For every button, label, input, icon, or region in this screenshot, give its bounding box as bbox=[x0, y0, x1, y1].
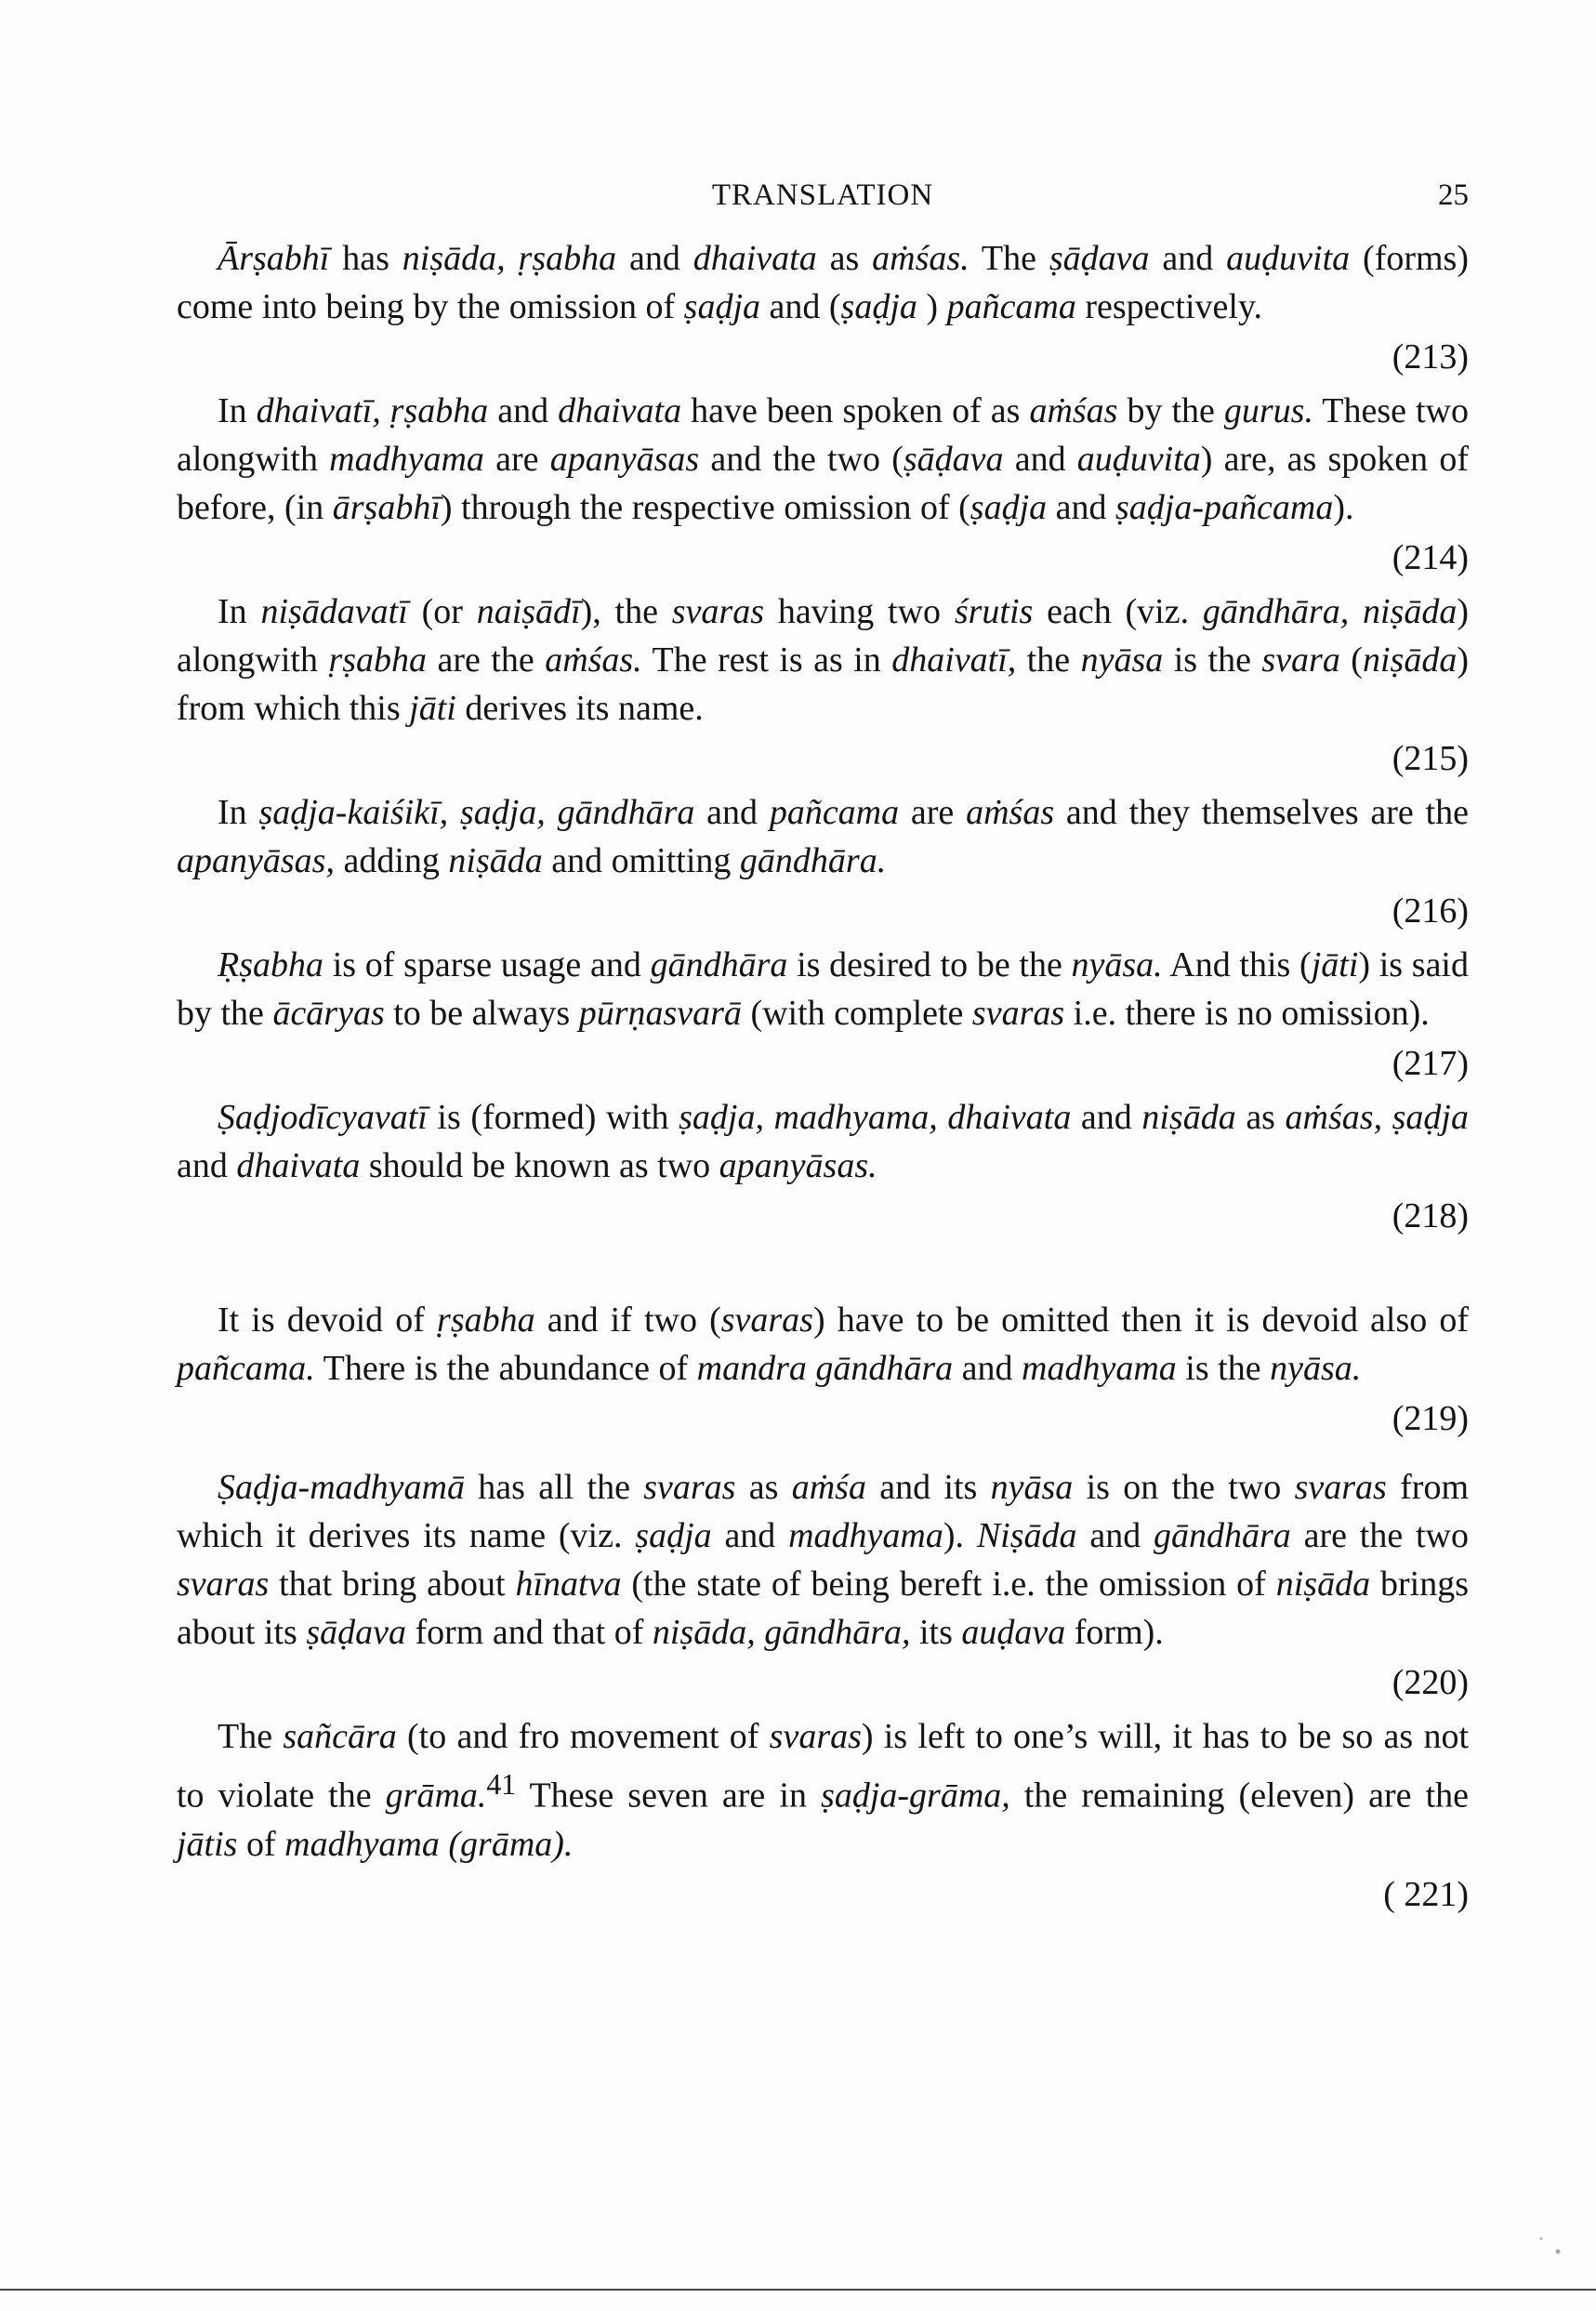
text-run: and its bbox=[865, 1468, 991, 1507]
text-run: It is devoid of bbox=[218, 1301, 438, 1340]
italic-term: ṣaḍja bbox=[683, 287, 761, 326]
text-run: (or bbox=[407, 592, 477, 631]
verse-219 bbox=[177, 1296, 1469, 1443]
italic-term: śrutis bbox=[954, 592, 1034, 631]
italic-term: dhaivata bbox=[692, 239, 817, 278]
italic-term: niṣāda bbox=[1275, 1565, 1371, 1604]
text-run: and bbox=[1003, 440, 1077, 479]
text-run: to be always bbox=[384, 994, 579, 1033]
italic-term: aṁśas bbox=[1029, 391, 1118, 430]
italic-term: ārṣabhī bbox=[332, 488, 441, 527]
italic-term: gāndhāra bbox=[1154, 1516, 1291, 1555]
text-run: its bbox=[910, 1613, 962, 1652]
text-run: is desired to be the bbox=[787, 945, 1072, 984]
text-run: These two alongwith bbox=[177, 391, 1469, 479]
text-run: and bbox=[1071, 1098, 1142, 1137]
italic-term: ṣaḍja bbox=[840, 287, 917, 326]
text-run: and the two ( bbox=[699, 440, 904, 479]
text-run: has bbox=[329, 239, 402, 278]
text-run: ). bbox=[943, 1516, 977, 1555]
text-run: ) is left to one’s will, it has to be so as not to violate the bbox=[177, 1717, 1470, 1816]
text-run: There is the abundance of bbox=[314, 1349, 697, 1388]
text-run: ) bbox=[917, 287, 947, 326]
italic-term: svaras bbox=[671, 592, 765, 631]
text-run: form and that of bbox=[405, 1613, 653, 1652]
italic-term: niṣāda, ṛṣabha bbox=[402, 239, 617, 278]
verse-220 bbox=[177, 1463, 1469, 1707]
italic-term: jātis bbox=[177, 1824, 238, 1864]
footnote-ref: 41 bbox=[486, 1768, 517, 1801]
italic-term: gāndhāra bbox=[650, 945, 788, 984]
text-run: ) from which this bbox=[177, 640, 1469, 728]
text-run: are bbox=[899, 793, 967, 832]
italic-term: ṣaḍja bbox=[969, 488, 1048, 527]
italic-term: pañcama bbox=[769, 793, 900, 832]
text-run: the bbox=[1016, 640, 1081, 680]
italic-term: svaras bbox=[177, 1565, 270, 1604]
italic-term: ṣaḍja bbox=[635, 1516, 712, 1555]
italic-term: svaras bbox=[720, 1301, 813, 1340]
verse-text bbox=[177, 1712, 1469, 1869]
text-run: and bbox=[488, 391, 559, 430]
scan-noise bbox=[1524, 2212, 1580, 2278]
page-bottom-edge bbox=[0, 2289, 1596, 2291]
text-run: The bbox=[218, 1717, 284, 1756]
verse-213 bbox=[177, 234, 1469, 381]
verse-number: (213) bbox=[1392, 337, 1469, 376]
italic-term: ṣāḍava bbox=[903, 440, 1004, 479]
text-run: and bbox=[1076, 1516, 1154, 1555]
italic-term: niṣāda bbox=[448, 841, 543, 880]
italic-term: madhyama bbox=[329, 440, 484, 479]
verse-text bbox=[177, 387, 1469, 532]
italic-term: dhaivata bbox=[558, 391, 682, 430]
italic-term: jāti bbox=[409, 689, 456, 728]
italic-term: ṣaḍja-grāma, bbox=[821, 1776, 1010, 1816]
text-run: i.e. there is no omission). bbox=[1064, 994, 1430, 1033]
text-run: and they themselves are the bbox=[1054, 793, 1470, 832]
italic-term: apanyāsas. bbox=[719, 1146, 877, 1185]
italic-term: svaras bbox=[643, 1468, 736, 1507]
text-run: are bbox=[483, 440, 550, 479]
text-run: In bbox=[218, 592, 261, 631]
italic-term: dhaivatī, bbox=[891, 640, 1017, 680]
page-header bbox=[177, 178, 1469, 225]
text-run: from which it derives its name (viz. bbox=[177, 1468, 1469, 1555]
italic-term: hīnatva bbox=[515, 1565, 622, 1604]
text-run: as bbox=[735, 1468, 792, 1507]
italic-term: aṁśas. bbox=[872, 239, 969, 278]
italic-term: svaras bbox=[769, 1717, 862, 1756]
italic-term: grāma. bbox=[385, 1776, 487, 1816]
text-run: ) is said by the bbox=[177, 945, 1469, 1033]
italic-term: gāndhāra. bbox=[739, 841, 887, 880]
text-run: form). bbox=[1065, 1613, 1164, 1652]
verse-number: (219) bbox=[1392, 1399, 1469, 1438]
italic-term: dhaivata bbox=[236, 1146, 361, 1185]
text-run: and bbox=[177, 1146, 237, 1185]
italic-term: sañcāra bbox=[283, 1717, 397, 1756]
italic-term: apanyāsas bbox=[549, 440, 700, 479]
italic-term: nyāsa bbox=[1080, 640, 1164, 680]
text-run: These seven are in bbox=[516, 1776, 822, 1816]
verse-text bbox=[177, 1093, 1469, 1190]
text-run: ( bbox=[1339, 640, 1363, 680]
text-run: as bbox=[1235, 1098, 1286, 1137]
text-run: is on the two bbox=[1073, 1468, 1295, 1507]
italic-term: aṁśa bbox=[791, 1468, 866, 1507]
text-run: and bbox=[953, 1349, 1022, 1388]
text-run: and omitting bbox=[542, 841, 740, 880]
italic-term: dhaivatī, ṛṣabha bbox=[256, 391, 489, 430]
italic-term: niṣāda, gāndhāra, bbox=[652, 1613, 911, 1652]
italic-term: aṁśas. bbox=[545, 640, 642, 680]
text-run: The rest is as in bbox=[641, 640, 892, 680]
text-run: The bbox=[969, 239, 1049, 278]
text-run: ), the bbox=[580, 592, 672, 631]
page-number: 25 bbox=[1438, 178, 1469, 212]
verse-216 bbox=[177, 788, 1469, 935]
text-run: In bbox=[218, 391, 257, 430]
italic-term: niṣāda bbox=[1141, 1098, 1236, 1137]
verse-number: (216) bbox=[1392, 891, 1469, 931]
italic-term: ṣāḍava bbox=[1049, 239, 1150, 278]
text-run: and if two ( bbox=[534, 1301, 721, 1340]
verse-217 bbox=[177, 941, 1469, 1088]
italic-term: svara bbox=[1261, 640, 1340, 680]
italic-term: ṛṣabha bbox=[437, 1301, 535, 1340]
italic-term: svaras bbox=[1294, 1468, 1387, 1507]
italic-term: auḍuvita bbox=[1076, 440, 1201, 479]
text-run: brings about its bbox=[177, 1565, 1470, 1652]
text-run: ) alongwith bbox=[177, 592, 1469, 680]
text-run: In bbox=[218, 793, 259, 832]
verse-text bbox=[177, 788, 1469, 885]
body-text bbox=[177, 234, 1469, 1924]
text-run: the remaining (eleven) are the bbox=[1009, 1776, 1470, 1816]
text-run: are the bbox=[427, 640, 546, 680]
text-run: ) have to be omitted then it is devoid also of bbox=[812, 1301, 1470, 1340]
verse-number: (217) bbox=[1392, 1044, 1469, 1083]
text-run: respectively. bbox=[1075, 287, 1262, 326]
verse-number: ( 221) bbox=[1383, 1874, 1469, 1914]
text-run: and bbox=[1149, 239, 1227, 278]
verse-218 bbox=[177, 1093, 1469, 1240]
italic-term: Niṣāda bbox=[976, 1516, 1077, 1555]
text-run: and bbox=[711, 1516, 789, 1555]
text-run: is the bbox=[1176, 1349, 1271, 1388]
italic-term: apanyāsas, bbox=[177, 841, 335, 880]
verse-number: (220) bbox=[1392, 1663, 1469, 1702]
text-run: should be known as two bbox=[360, 1146, 719, 1185]
text-run: (with complete bbox=[741, 994, 972, 1033]
text-run: is of sparse usage and bbox=[323, 945, 651, 984]
text-run: having two bbox=[764, 592, 955, 631]
text-run: has all the bbox=[464, 1468, 644, 1507]
verse-214 bbox=[177, 387, 1469, 582]
italic-term: ṣaḍja, madhyama, dhaivata bbox=[679, 1098, 1072, 1137]
italic-term: niṣādavatī bbox=[260, 592, 408, 631]
text-run: adding bbox=[334, 841, 449, 880]
italic-term: nyāsa. bbox=[1270, 1349, 1362, 1388]
text-run: (to and fro movement of bbox=[396, 1717, 770, 1756]
text-run: by the bbox=[1117, 391, 1224, 430]
italic-term: Ṣaḍja-madhyamā bbox=[218, 1468, 465, 1507]
text-run: and ( bbox=[760, 287, 841, 326]
text-run: is the bbox=[1163, 640, 1262, 680]
verse-221 bbox=[177, 1712, 1469, 1919]
verse-text bbox=[177, 588, 1469, 733]
italic-term: auḍuvita bbox=[1226, 239, 1351, 278]
text-run: each (viz. bbox=[1033, 592, 1203, 631]
verse-number: (214) bbox=[1392, 538, 1469, 577]
verse-text bbox=[177, 234, 1469, 331]
italic-term: madhyama (grāma). bbox=[284, 1824, 574, 1864]
verse-number: (218) bbox=[1392, 1196, 1469, 1235]
italic-term: ṣaḍja-kaiśikī, ṣaḍja, gāndhāra bbox=[258, 793, 695, 832]
text-run: as bbox=[816, 239, 873, 278]
italic-term: madhyama bbox=[1022, 1349, 1177, 1388]
italic-term: svaras bbox=[971, 994, 1065, 1033]
italic-term: Ṣaḍjodīcyavatī bbox=[218, 1098, 428, 1137]
verse-text bbox=[177, 1296, 1469, 1393]
verse-number: (215) bbox=[1392, 739, 1469, 778]
text-run: (the state of being bereft i.e. the omission of bbox=[621, 1565, 1276, 1604]
italic-term: ṛṣabha bbox=[328, 640, 428, 680]
verse-text bbox=[177, 1463, 1469, 1657]
italic-term: aṁśas bbox=[966, 793, 1055, 832]
verse-text bbox=[177, 941, 1469, 1037]
italic-term: pañcama bbox=[946, 287, 1076, 326]
text-run: are the two bbox=[1290, 1516, 1469, 1555]
italic-term: ācāryas bbox=[272, 994, 385, 1033]
running-title: TRANSLATION bbox=[711, 178, 934, 212]
italic-term: ṣaḍja-pañcama bbox=[1115, 488, 1334, 527]
italic-term: naiṣādī bbox=[476, 592, 581, 631]
italic-term: madhyama bbox=[788, 1516, 943, 1555]
italic-term: auḍava bbox=[961, 1613, 1066, 1652]
text-run: have been spoken of as bbox=[681, 391, 1030, 430]
text-run: derives its name. bbox=[455, 689, 704, 728]
text-run: that bring about bbox=[269, 1565, 516, 1604]
italic-term: pañcama. bbox=[177, 1349, 315, 1388]
text-run: ) through the respective omission of ( bbox=[440, 488, 970, 527]
italic-term: gāndhāra, niṣāda bbox=[1202, 592, 1458, 631]
italic-term: nyāsa bbox=[990, 1468, 1074, 1507]
italic-term: aṁśas, ṣaḍja bbox=[1285, 1098, 1469, 1137]
text-run: ) are, as spoken of before, (in bbox=[177, 440, 1469, 527]
italic-term: niṣāda bbox=[1362, 640, 1458, 680]
italic-term: ṣāḍava bbox=[306, 1613, 406, 1652]
text-run: of bbox=[237, 1824, 285, 1864]
italic-term: pūrṇasvarā bbox=[578, 994, 742, 1033]
text-run: (forms) come into being by the omission of bbox=[177, 239, 1470, 326]
italic-term: mandra gāndhāra bbox=[696, 1349, 954, 1388]
verse-215 bbox=[177, 588, 1469, 783]
text-run: and bbox=[694, 793, 770, 832]
italic-term: Ārṣabhī bbox=[218, 239, 330, 278]
italic-term: gurus. bbox=[1223, 391, 1313, 430]
italic-term: jāti bbox=[1311, 945, 1359, 984]
text-run: is (formed) with bbox=[427, 1098, 679, 1137]
italic-term: Ṛṣabha bbox=[218, 945, 323, 984]
italic-term: nyāsa. bbox=[1071, 945, 1163, 984]
text-run: ). bbox=[1333, 488, 1354, 527]
text-run: And this ( bbox=[1162, 945, 1312, 984]
text-run: and bbox=[1047, 488, 1116, 527]
text-run: and bbox=[616, 239, 693, 278]
